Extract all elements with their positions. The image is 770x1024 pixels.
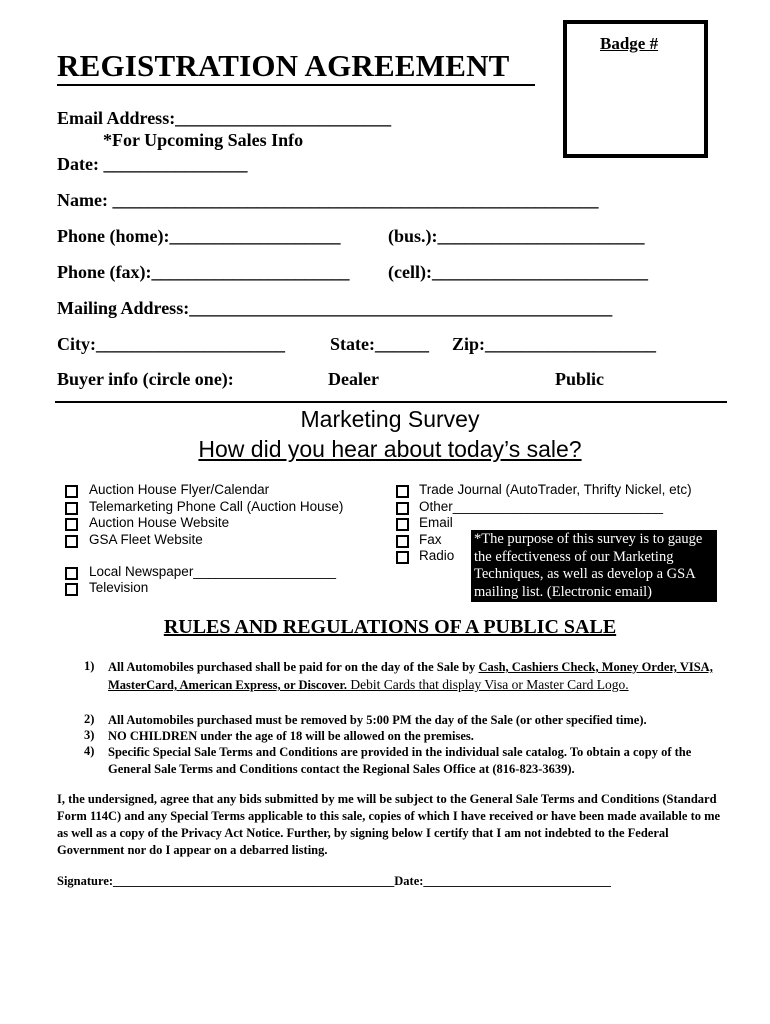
checkbox-telemarketing[interactable] xyxy=(65,502,78,515)
rule-1-number: 1) xyxy=(84,659,95,673)
checkbox-other[interactable] xyxy=(396,502,409,515)
option-radio: Radio xyxy=(419,548,455,563)
rule-1-text-a: All Automobiles purchased shall be paid for on the day of the Sale by xyxy=(108,660,479,674)
checkbox-gsa-website[interactable] xyxy=(65,535,78,548)
survey-purpose-note: *The purpose of this survey is to gauge the effectiveness of our Marketing Techniques, as well as develop a GSA mailing list. (Electronic email) xyxy=(471,530,717,602)
zip-field[interactable]: Zip:___________________ xyxy=(452,334,657,354)
checkbox-flyer[interactable] xyxy=(65,485,78,498)
rule-4: Specific Special Sale Terms and Conditions are provided in the individual sale catalog. To obtain a copy of the General Sale Terms and Conditions contact the Regional Sales Office at (816-823-3639). xyxy=(108,745,692,776)
checkbox-auction-website[interactable] xyxy=(65,518,78,531)
checkbox-newspaper[interactable] xyxy=(65,567,78,580)
option-other: Other____________________________ xyxy=(419,499,663,514)
buyer-public-option[interactable]: Public xyxy=(555,369,605,389)
option-television: Television xyxy=(89,580,149,595)
buyer-dealer-option[interactable]: Dealer xyxy=(328,369,379,389)
option-newspaper: Local Newspaper___________________ xyxy=(89,564,336,579)
page-title: REGISTRATION AGREEMENT xyxy=(57,48,510,83)
badge-label: Badge # xyxy=(600,34,659,53)
email-field[interactable]: Email Address:________________________ xyxy=(57,108,392,128)
date-field[interactable]: Date: ________________ xyxy=(57,154,248,174)
rule-4-number: 4) xyxy=(84,744,95,758)
phone-cell-field[interactable]: (cell):________________________ xyxy=(388,262,648,282)
name-field[interactable]: Name: ______________________________________________________ xyxy=(57,190,599,210)
title-underline xyxy=(57,84,535,86)
agreement-paragraph: I, the undersigned, agree that any bids submitted by me will be subject to the General Sale Terms and Conditions (Standard Form 114C) and any Special Terms applicable to this sale, copies of which I have received or have been made available to me as well as a copy of the Privacy Act Notice. Further, by signing below I certify that I am not indebted to the Federal Government nor do I appear on a debarred listing. xyxy=(57,792,721,857)
option-auction-website: Auction House Website xyxy=(89,515,230,530)
rule-2: All Automobiles purchased must be removed by 5:00 PM the day of the Sale (or other specified time). xyxy=(108,713,647,727)
rule-1-payment-methods: Cash, Cashiers Check, Money Order, VISA, MasterCard, American Express, or Discover. xyxy=(108,660,713,692)
option-flyer: Auction House Flyer/Calendar xyxy=(89,482,270,497)
rule-3-number: 3) xyxy=(84,728,95,742)
option-gsa-website: GSA Fleet Website xyxy=(89,532,203,547)
option-fax: Fax xyxy=(419,532,442,547)
survey-title: Marketing Survey xyxy=(300,406,480,432)
checkbox-trade-journal[interactable] xyxy=(396,485,409,498)
option-telemarketing: Telemarketing Phone Call (Auction House) xyxy=(89,499,344,514)
rule-1 xyxy=(108,659,713,694)
checkbox-email[interactable] xyxy=(396,518,409,531)
email-note: *For Upcoming Sales Info xyxy=(103,130,304,150)
mailing-address-field[interactable]: Mailing Address:_______________________________________________ xyxy=(57,298,613,318)
option-email: Email xyxy=(419,515,453,530)
rule-2-number: 2) xyxy=(84,712,95,726)
survey-subtitle: How did you hear about today’s sale? xyxy=(198,436,582,462)
rules-title: RULES AND REGULATIONS OF A PUBLIC SALE xyxy=(163,616,617,638)
checkbox-fax[interactable] xyxy=(396,535,409,548)
phone-home-field[interactable]: Phone (home):___________________ xyxy=(57,226,341,246)
rule-3: NO CHILDREN under the age of 18 will be allowed on the premises. xyxy=(108,729,474,743)
state-field[interactable]: State:______ xyxy=(330,334,429,354)
phone-bus-field[interactable]: (bus.):_______________________ xyxy=(388,226,645,246)
option-trade-journal: Trade Journal (AutoTrader, Thrifty Nickel, etc) xyxy=(419,482,692,497)
city-field[interactable]: City:_____________________ xyxy=(57,334,285,354)
buyer-info-label: Buyer info (circle one): xyxy=(57,369,234,389)
phone-fax-field[interactable]: Phone (fax):______________________ xyxy=(57,262,350,282)
checkbox-radio[interactable] xyxy=(396,551,409,564)
rule-1-debit-cards: Debit Cards that display Visa or Master Card Logo. xyxy=(346,677,629,692)
section-divider xyxy=(55,401,727,403)
signature-date-line[interactable]: Signature:_____________________________________________Date:______________________________ xyxy=(57,874,611,888)
checkbox-television[interactable] xyxy=(65,583,78,596)
